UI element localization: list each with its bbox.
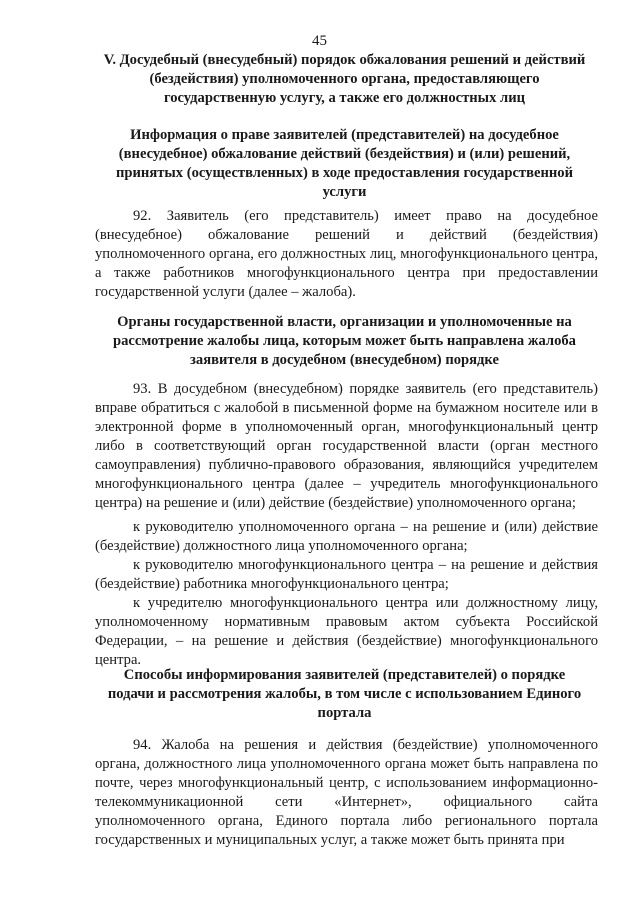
paragraph-93-item-c: к учредителю многофункционального центра или должностному лицу, уполномоченному нормативным правовым актом субъекта Российской Федерации, – на решение и действия (бездействие) многофункционального центра.: [95, 595, 598, 668]
paragraph-94: 94. Жалоба на решения и действия (бездействие) уполномоченного органа, должностного лица уполномоченного органа может быть направлена по почте, через многофункциональный центр, с использованием информационно-телекоммуникационной сети «Интернет», официального сайта уполномоченного органа, Единого портала либо регионального портала государственных и муниципальных услуг, а также может быть принята при: [95, 737, 598, 848]
methods-heading: Способы информирования заявителей (представителей) о порядке подачи и рассмотрения жалобы, в том числе с использованием Единого портала: [107, 667, 582, 721]
paragraph-93-item-a: к руководителю уполномоченного органа – на решение и (или) действие (бездействие) должностного лица уполномоченного органа;: [95, 519, 598, 554]
paragraph-92: 92. Заявитель (его представитель) имеет право на досудебное (внесудебное) обжалование решений и действий (бездействия) уполномоченного органа, его должностных лиц, многофункционального центра, а также работников многофункционального центра при предоставлении государственной услуги (далее – жалоба).: [95, 208, 598, 300]
page-number: 45: [312, 33, 327, 49]
section-v-title: V. Досудебный (внесудебный) порядок обжалования решений и действий (бездействия) уполномоченного органа, предоставляющего государственную услугу, а также его должностных лиц: [103, 52, 586, 106]
paragraph-93-item-b: к руководителю многофункционального центра – на решение и действия (бездействие) работника многофункционального центра;: [95, 557, 598, 592]
paragraph-93: 93. В досудебном (внесудебном) порядке заявитель (его представитель) вправе обратиться с жалобой в письменной форме на бумажном носителе или в электронной форме в уполномоченный орган, многофункциональный центр либо в соответствующий орган государственной власти (орган местного самоуправления) публично-правового образования, являющийся учредителем многофункционального центра (далее – учредитель многофункционального центра) на решение и (или) действие (бездействие) уполномоченного органа;: [95, 381, 598, 511]
info-heading: Информация о праве заявителей (представителей) на досудебное (внесудебное) обжалование действий (бездействия) и (или) решений, принятых (осуществленных) в ходе предоставления государственной услуги: [115, 127, 573, 200]
organs-heading: Органы государственной власти, организации и уполномоченные на рассмотрение жалобы лица, которым может быть направлена жалоба заявителя в досудебном (внесудебном) порядке: [113, 314, 576, 368]
